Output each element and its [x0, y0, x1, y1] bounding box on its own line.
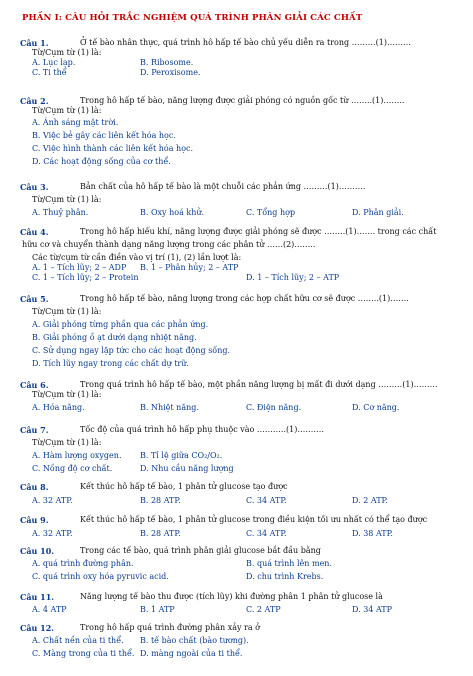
question-text: Trong hô hấp tế bào, năng lượng trong các hợp chất hữu cơ sẽ được ……..(1)…….	[80, 294, 409, 303]
question-3	[0, 182, 473, 218]
question-sub: Từ/Cụm từ (1) là:	[32, 48, 102, 57]
option-c: C. Ti thể	[32, 68, 67, 77]
question-sub: Từ/Cụm từ (1) là:	[32, 307, 102, 316]
option-b: B. Việc bẻ gãy các liên kết hóa học.	[32, 131, 176, 140]
option-b: B. 28 ATP.	[140, 496, 181, 505]
question-number: Câu 1.	[20, 38, 49, 48]
question-sub: Từ/Cụm từ (1) là:	[32, 438, 102, 447]
question-sub: Từ/Cụm từ (1) là:	[32, 195, 102, 204]
option-b: B. Ribosome.	[140, 58, 194, 67]
question-text: Kết thúc hô hấp tế bào, 1 phân tử glucose tạo được	[80, 482, 288, 491]
question-text: Bản chất của hô hấp tế bào là một chuỗi các phản ứng ………(1)……….	[80, 182, 366, 191]
option-d: D. Peroxisome.	[140, 68, 201, 77]
option-a: A. Lục lạp.	[32, 58, 76, 67]
question-sub: Từ/Cụm từ (1) là:	[32, 106, 102, 115]
question-text: Ở tế bào nhân thực, quá trình hô hấp tế bào chủ yếu diễn ra trong ………(1)………	[80, 38, 411, 47]
option-a: A. Hàm lượng oxygen.	[32, 451, 122, 460]
question-text: Kết thúc hô hấp tế bào, 1 phân tử glucose trong điều kiện tối ưu nhất có thể tạo được	[80, 515, 428, 524]
question-5	[0, 294, 473, 369]
option-d: D. chu trình Krebs.	[246, 572, 324, 581]
option-b: B. 1 ATP	[140, 605, 175, 614]
question-number: Câu 8.	[20, 482, 49, 492]
question-number: Câu 4.	[20, 227, 49, 237]
option-c: C. Điện năng.	[246, 403, 302, 412]
question-number: Câu 7.	[20, 425, 49, 435]
option-b: B. quá trình lên men.	[246, 559, 332, 568]
option-b: B. 1 – Phân hủy; 2 – ATP	[140, 263, 239, 272]
question-number: Câu 5.	[20, 294, 49, 304]
question-text: Năng lượng tế bào thu được (tích lũy) khi đường phân 1 phân tử glucose là	[80, 592, 383, 601]
option-a: A. Hóa năng.	[32, 403, 85, 412]
option-a: A. 32 ATP.	[32, 496, 73, 505]
option-d: D. Phân giải.	[352, 208, 404, 217]
option-c: C. Tổng hợp	[246, 208, 296, 217]
option-b: B. Nhiệt năng.	[140, 403, 199, 412]
question-number: Câu 12.	[20, 623, 55, 633]
option-d: D. 2 ATP.	[352, 496, 388, 505]
question-text: Trong hô hấp quá trình đường phân xảy ra ở	[80, 623, 260, 632]
question-9	[0, 515, 473, 539]
option-c: C. quá trình oxy hóa pyruvic acid.	[32, 572, 169, 581]
option-c: C. 34 ATP.	[246, 496, 287, 505]
option-d: D. màng ngoài của ti thể.	[140, 649, 243, 658]
question-6	[0, 380, 473, 413]
question-2	[0, 96, 473, 167]
question-number: Câu 10.	[20, 546, 55, 556]
question-number: Câu 2.	[20, 96, 49, 106]
option-a: A. Ánh sáng mặt trời.	[32, 118, 119, 127]
question-text: Trong quá trình hô hấp tế bào, một phần năng lượng bị mất đi dưới dạng ………(1)………	[80, 380, 438, 389]
option-c: C. 1 – Tích lũy; 2 – Protein	[32, 273, 139, 282]
option-c: C. Nồng độ cơ chất.	[32, 464, 113, 473]
section-title: PHẦN I: CÂU HỎI TRẮC NGHIỆM QUÁ TRÌNH PHÂN GIẢI CÁC CHẤT	[22, 13, 363, 23]
question-text: Trong hô hấp hiếu khí, năng lượng được giải phóng sẽ được ……..(1)……. trong các chất	[80, 227, 437, 236]
option-a: A. Chất nền của ti thể.	[32, 636, 124, 645]
option-d: D. 38 ATP.	[352, 529, 393, 538]
option-b: B. tế bào chất (bào tương).	[140, 636, 249, 645]
question-text: Trong hô hấp tế bào, năng lượng được giải phóng có nguồn gốc từ ……..(1)……..	[80, 96, 405, 105]
question-10	[0, 546, 473, 582]
question-number: Câu 6.	[20, 380, 49, 390]
option-a: A. 4 ATP	[32, 605, 67, 614]
question-text: Tốc độ của quá trình hô hấp phụ thuộc vào ………..(1)……….	[80, 425, 324, 434]
option-d: D. 1 – Tích lũy; 2 – ATP	[246, 273, 340, 282]
question-number: Câu 3.	[20, 182, 49, 192]
question-4	[0, 227, 473, 283]
question-8	[0, 482, 473, 506]
option-c: C. Việc hình thành các liên kết hóa học.	[32, 144, 194, 153]
option-a: A. Giải phóng từng phần qua các phản ứng.	[32, 320, 209, 329]
question-sub: Từ/Cụm từ (1) là:	[32, 390, 102, 399]
option-c: C. 34 ATP.	[246, 529, 287, 538]
question-1	[0, 38, 473, 78]
option-d: D. 34 ATP	[352, 605, 392, 614]
question-number: Câu 9.	[20, 515, 49, 525]
option-a: A. Thuỷ phân.	[32, 208, 89, 217]
option-d: D. Các hoạt động sống của cơ thể.	[32, 157, 171, 166]
option-b: B. 28 ATP.	[140, 529, 181, 538]
option-c: C. Màng trong của ti thể.	[32, 649, 135, 658]
option-c: C. Sử dụng ngay lập tức cho các hoạt động sống.	[32, 346, 231, 355]
option-d: D. Nhu cầu năng lượng	[140, 464, 234, 473]
option-d: D. Tích lũy ngay trong các chất dự trữ.	[32, 359, 189, 368]
option-a: A. 1 – Tích lũy; 2 – ADP	[32, 263, 127, 272]
option-a: A. 32 ATP.	[32, 529, 73, 538]
option-b: B. Tỉ lệ giữa CO₂/O₂.	[140, 451, 223, 460]
question-number: Câu 11.	[20, 592, 55, 602]
option-a: A. quá trình đường phân.	[32, 559, 134, 568]
option-b: B. Oxy hoá khử.	[140, 208, 205, 217]
question-12	[0, 623, 473, 659]
question-7	[0, 425, 473, 474]
option-d: D. Cơ năng.	[352, 403, 400, 412]
option-c: C. 2 ATP	[246, 605, 281, 614]
question-11	[0, 592, 473, 615]
question-sub: Các từ/cụm từ cần điền vào vị trí (1), (2) lần lượt là:	[32, 253, 242, 262]
question-text-cont: hữu cơ và chuyển thành dạng năng lượng trong các phân tử ……(2)……..	[22, 240, 316, 249]
question-text: Trong các tế bào, quá trình phân giải glucose bắt đầu bằng	[80, 546, 321, 555]
option-b: B. Giải phóng ồ ạt dưới dạng nhiệt năng.	[32, 333, 197, 342]
